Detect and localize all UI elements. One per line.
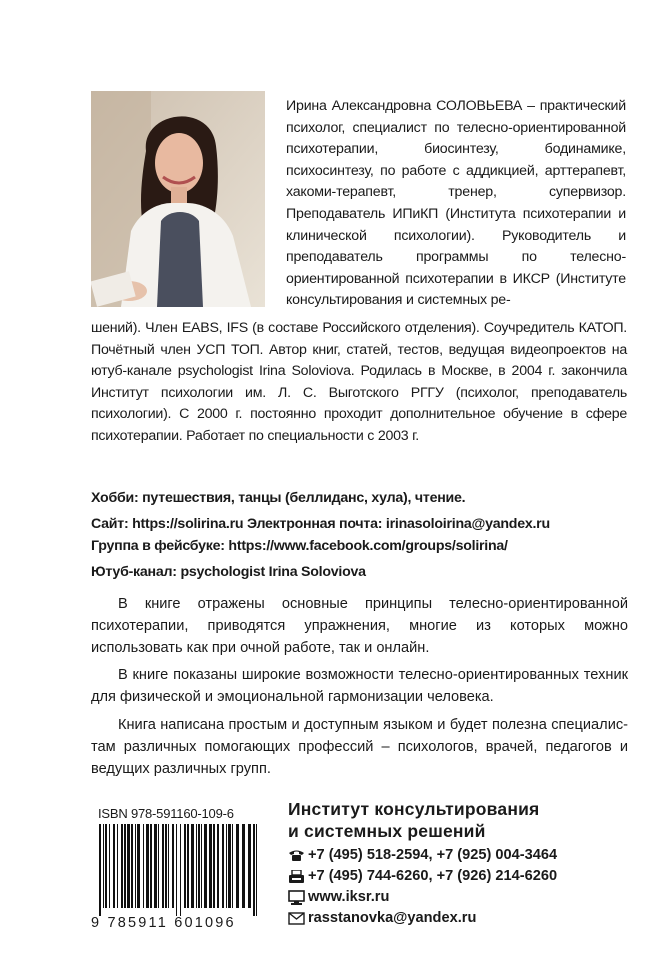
author-photo <box>91 91 265 307</box>
barcode-bar <box>232 824 233 908</box>
barcode-bar <box>168 824 169 908</box>
computer-icon <box>288 890 308 905</box>
publisher-name-line2: и системных решений <box>288 821 486 841</box>
barcode-bar <box>158 824 159 908</box>
fax-icon <box>288 870 308 884</box>
isbn-label: ISBN 978-591160-109-6 <box>98 806 234 821</box>
barcode-digits: 9 785911 601096 <box>91 915 236 931</box>
barcode-bar <box>226 824 227 908</box>
barcode-bar <box>213 824 215 908</box>
website-line <box>288 887 628 908</box>
barcode-bar <box>154 824 157 908</box>
phone-numbers: +7 (495) 518-2594, +7 (925) 004-3464 <box>308 847 558 863</box>
barcode-bar <box>117 824 118 908</box>
barcode-bar <box>165 824 167 908</box>
phone-line <box>288 845 628 866</box>
barcode-bar <box>109 824 110 908</box>
barcode-bar <box>196 824 197 908</box>
publisher-block <box>288 798 628 929</box>
barcode-bar <box>176 824 177 916</box>
barcode-bar <box>131 824 133 908</box>
fax-line <box>288 866 628 887</box>
barcode-bar <box>201 824 202 908</box>
fax-numbers: +7 (495) 744-6260, +7 (926) 214-6260 <box>308 868 558 884</box>
barcode-bar <box>150 824 152 908</box>
barcode-bar <box>198 824 200 908</box>
barcode-bar <box>180 824 181 916</box>
youtube-line: Ютуб-канал: psychologist Irina Soloviova <box>91 564 366 580</box>
barcode-block <box>91 806 267 936</box>
barcode-bars <box>91 824 267 916</box>
barcode-bar <box>105 824 107 908</box>
barcode-bar <box>124 824 126 908</box>
description-paragraph: Книга написана простым и доступным языком и будет полезна специалис-там различных помогающих профессий – психологов, врачей, педагогов и ведущих различных групп. <box>91 716 628 777</box>
phone-icon <box>288 849 308 862</box>
barcode-bar <box>242 824 245 908</box>
website-link: www.iksr.ru <box>308 889 390 905</box>
barcode-bar <box>135 824 136 908</box>
barcode-bar <box>99 824 101 916</box>
barcode-bar <box>209 824 212 908</box>
barcode-bar <box>228 824 231 908</box>
description-paragraph: В книге показаны широкие возможности телесно-ориентированных техник для физической и эмоциональной гармонизации человека. <box>91 667 628 706</box>
author-contacts <box>91 487 631 583</box>
barcode-bar <box>113 824 115 908</box>
barcode-bar <box>204 824 207 908</box>
barcode-bar <box>143 824 144 908</box>
barcode-bar <box>187 824 189 908</box>
hobby-line: Хобби: путешествия, танцы (беллиданс, хула), чтение. <box>91 490 466 506</box>
barcode-bar <box>256 824 257 916</box>
author-bio-top: Ирина Александровна СОЛОВЬЕВА – практический психолог, специалист по телесно-ориентированной психотерапии, биосинтезу, бодинамике, психосинтезу, по работе с аддикцией, арттерапевт, хакоми-терапевт, тренер, супервизор. Преподаватель ИПиКП (Института психотерапии и клинической психологии). Руководитель и преподаватель программы по телесно-ориентированной психотерапии в ИКСР (Институте консультирования и системных ре- <box>286 98 626 309</box>
barcode-bar <box>253 824 255 916</box>
barcode-bar <box>121 824 123 908</box>
description-paragraph: В книге отражены основные принципы телесно-ориентированной психотерапии, приводятся упражнения, многие из которых можно использовать как при очной работе, так и онлайн. <box>91 596 628 656</box>
email-address: rasstanovka@yandex.ru <box>308 910 477 926</box>
author-bio-bottom: шений). Член EABS, IFS (в составе Российского отделения). Соучредитель КАТОП. Почётный член УСП ТОП. Автор книг, статей, тестов, ведущая видеопроектов на ютуб-канале psychologist Irina Soloviova. Родилась в Москве, в 2004 г. закончила Институт психологии им. Л. С. Выготского РГГУ (психолог, преподаватель психологии). С 2000 г. постоянно проходит дополнительное обучение в сфере психотерапии. Работает по специальности с 2003 г. <box>91 320 627 444</box>
barcode-bar <box>217 824 219 908</box>
barcode-bar <box>184 824 186 908</box>
barcode-bar <box>103 824 104 908</box>
barcode-bar <box>248 824 251 908</box>
barcode-bar <box>137 824 140 908</box>
facebook-line: Группа в фейсбуке: https://www.facebook.com/groups/solirina/ <box>91 538 508 554</box>
barcode-bar <box>172 824 174 908</box>
barcode-bar <box>236 824 239 908</box>
envelope-icon <box>288 912 308 925</box>
barcode-bar <box>146 824 149 908</box>
barcode-bar <box>222 824 224 908</box>
barcode-bar <box>191 824 194 908</box>
site-email-line: Сайт: https://solirina.ru Электронная почта: irinasoloirina@yandex.ru <box>91 516 550 532</box>
email-line <box>288 908 628 929</box>
barcode-bar <box>127 824 130 908</box>
book-description <box>91 594 628 780</box>
barcode-bar <box>162 824 164 908</box>
publisher-name-line1: Институт консультирования <box>288 799 540 819</box>
